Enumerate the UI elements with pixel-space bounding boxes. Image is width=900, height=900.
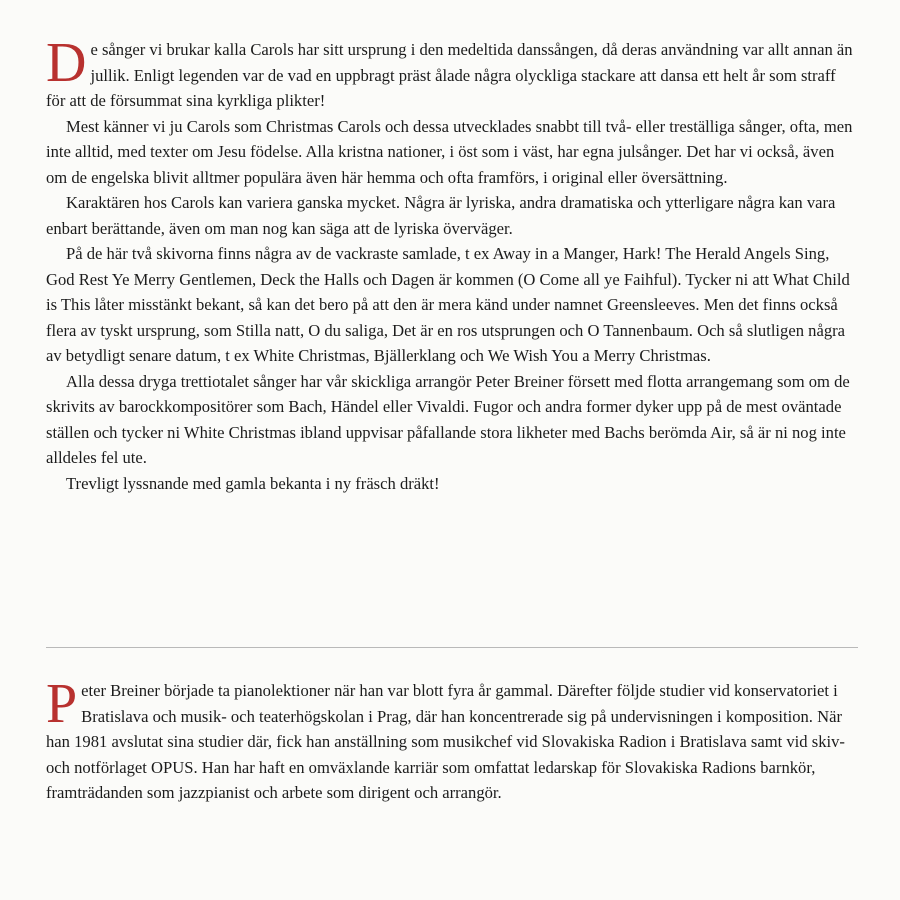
carols-article (46, 32, 858, 496)
paragraph: Mest känner vi ju Carols som Christmas Carols och dessa utvecklades snabbt till två- eller treställiga sånger, ofta, men inte alltid, med texter om Jesu födelse. Alla kristna nationer, i öst som i väst, har egna julsånger. Det har vi också, även om de engelska blivit alltmer populära även här hemma och ofta framförs, i original eller översättning. (46, 116, 853, 187)
drop-cap-p: P (46, 673, 78, 735)
paragraph: Alla dessa dryga trettiotalet sånger har vår skickliga arrangör Peter Breiner försett med flotta arrangemang som om de skrivits av barockkompositörer som Bach, Händel eller Vivaldi. Fugor och andra former dyker upp på de mest oväntade ställen och tycker ni White Christmas ibland uppvisar påfallande stora likheter med Bachs berömda Air, så är ni nog inte alldeles fel ute. (46, 371, 850, 467)
paragraph-text: eter Breiner började ta pianolektioner när han var blott fyra år gammal. Därefter följde studier vid konservatoriet i Bratislava och musik- och teaterhögskolan i Prag, där han koncentrerade sig på undervisningen i komposition. När han 1981 avslutat sina studier där, fick han anställning som musikchef vid Slovakiska Radion i Bratislava samt vid skiv- och notförlaget OPUS. Han har haft en omväxlande karriär som omfattat ledarskap för Slovakiska Radions barnkör, framträdanden som jazzpianist och arbete som dirigent och arrangör. (46, 681, 845, 802)
paragraph-text: e sånger vi brukar kalla Carols har sitt ursprung i den medeltida danssången, då deras användning var allt annan än jullik. Enligt legenden var de vad en uppbragt präst ålade några olyckliga stackare att dansa ett helt år som straff för att de försummat sina kyrkliga plikter! (46, 40, 853, 110)
intro-paragraph (46, 32, 858, 114)
bio-paragraph (46, 673, 858, 806)
paragraph: På de här två skivorna finns några av de vackraste samlade, t ex Away in a Manger, Hark! The Herald Angels Sing, God Rest Ye Merry Gentlemen, Deck the Halls och Dagen är kommen (O Come all ye Faihful). Tycker ni att What Child is This låter misstänkt bekant, så kan det bero på att den är mera känd under namnet Greensleeves. Men det finns också flera av tyskt ursprung, som Stilla natt, O du saliga, Det är en ros utsprungen och O Tannenbaum. Och så slutligen några av betydligt senare datum, t ex White Christmas, Bjällerklang och We Wish You a Merry Christmas. (46, 244, 850, 365)
closing-paragraph: Trevligt lyssnande med gamla bekanta i ny fräsch dräkt! (66, 473, 440, 493)
section-divider (46, 647, 858, 648)
paragraph: Karaktären hos Carols kan variera ganska mycket. Några är lyriska, andra dramatiska och ytterligare några kan vara enbart berättande, även om man nog kan säga att de lyriska överväger. (46, 193, 836, 238)
arranger-bio (46, 673, 858, 806)
drop-cap-d: D (46, 32, 87, 94)
